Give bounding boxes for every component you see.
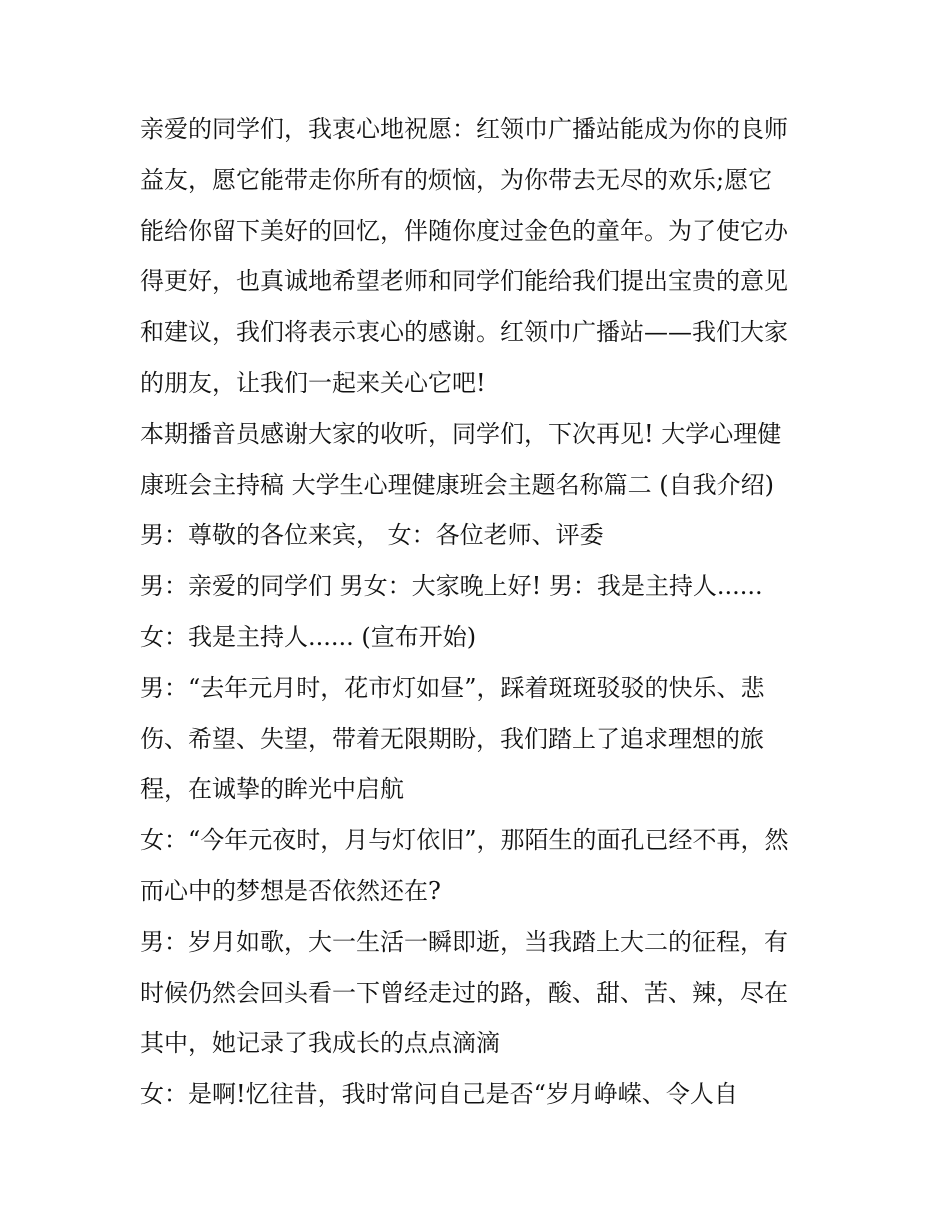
text-line-16: 而心中的梦想是否依然还在?: [140, 876, 441, 905]
body-text: [140, 104, 830, 1120]
text-line-19: 其中，她记录了我成长的点点滴滴: [140, 1029, 500, 1058]
text-line-12: 男：“去年元月时，花市灯如昼”，踩着斑斑驳驳的快乐、悲: [140, 673, 765, 702]
text-line-4: 得更好，也真诚地希望老师和同学们能给我们提出宝贵的意见: [140, 267, 788, 296]
text-line-7: 本期播音员感谢大家的收听，同学们，下次再见! 大学心理健: [140, 419, 782, 448]
text-line-14: 程，在诚挚的眸光中启航: [140, 775, 404, 804]
text-line-9: 男：尊敬的各位来宾， 女：各位老师、评委: [140, 521, 604, 550]
text-line-18: 时候仍然会回头看一下曾经走过的路，酸、甜、苦、辣，尽在: [140, 978, 788, 1007]
text-line-3: 能给你留下美好的回忆，伴随你度过金色的童年。为了使它办: [140, 216, 788, 245]
text-line-15: 女：“今年元夜时，月与灯依旧”，那陌生的面孔已经不再，然: [140, 826, 789, 855]
text-line-6: 的朋友，让我们一起来关心它吧!: [140, 368, 486, 397]
text-line-1: 亲爱的同学们，我衷心地祝愿：红领巾广播站能成为你的良师: [140, 115, 788, 143]
text-line-17: 男：岁月如歌，大一生活一瞬即逝，当我踏上大二的征程，有: [140, 927, 788, 956]
text-line-13: 伤、希望、失望，带着无限期盼，我们踏上了追求理想的旅: [140, 724, 764, 753]
text-line-8: 康班会主持稿 大学生心理健康班会主题名称篇二 (自我介绍): [140, 470, 774, 499]
text-line-11: 女：我是主持人...... (宣布开始): [140, 622, 477, 651]
text-line-5: 和建议，我们将表示衷心的感谢。红领巾广播站——我们大家: [140, 318, 788, 347]
text-line-10: 男：亲爱的同学们 男女：大家晚上好! 男：我是主持人......: [140, 572, 763, 601]
text-line-2: 益友，愿它能带走你所有的烦恼，为你带去无尽的欢乐;愿它: [140, 165, 773, 194]
text-line-20: 女：是啊!忆往昔，我时常问自己是否“岁月峥嵘、令人自: [140, 1080, 738, 1109]
